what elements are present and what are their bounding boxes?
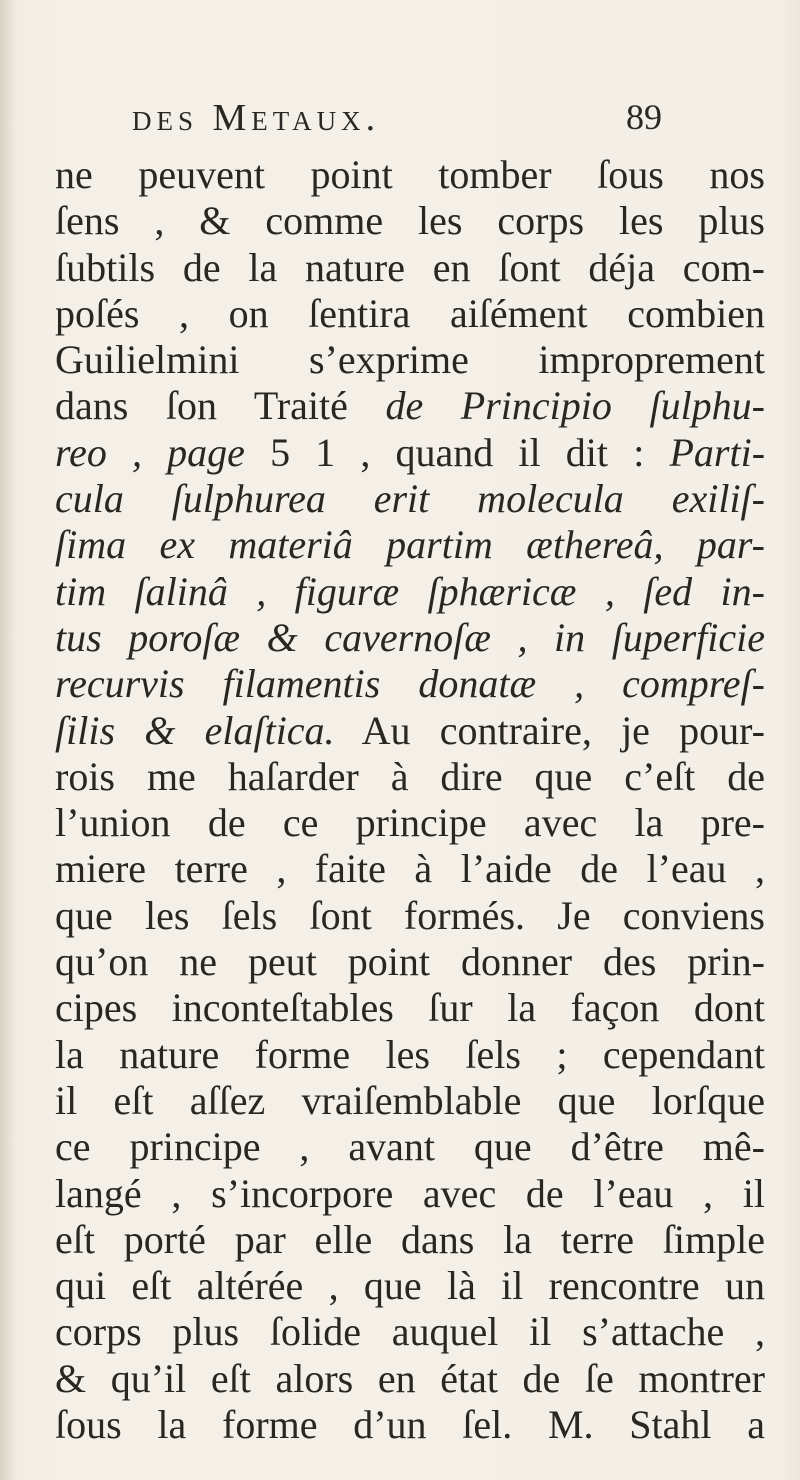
text-segment: qu’on ne peut point donner des prin- (55, 939, 765, 985)
text-line (55, 615, 765, 661)
text-segment: langé , s’incorpore avec de l’eau , il (55, 1170, 765, 1216)
body-text (55, 152, 765, 1448)
italic-text-segment: reo , page (55, 429, 271, 475)
gutter-shadow (0, 0, 14, 1480)
italic-text-segment: recurvis filamentis donatæ , compreſ- (55, 661, 765, 707)
text-segment: il eſt aſſez vraiſemblable que lorſque (55, 1077, 765, 1123)
text-line (55, 893, 765, 939)
text-segment: Guilielmini s’exprime improprement (55, 337, 765, 383)
text-segment: cipes inconteſtables ſur la façon dont (55, 985, 765, 1031)
italic-text-segment: ſilis & elaſtica. (55, 707, 335, 753)
text-line (55, 939, 765, 985)
text-segment: l’union de ce principe avec la pre- (55, 800, 765, 846)
text-segment: dans ſon Traité (55, 383, 386, 429)
text-segment: ſous la forme d’un ſel. M. Stahl a (55, 1402, 765, 1448)
text-line (55, 152, 765, 198)
text-line (55, 337, 765, 383)
italic-text-segment: cula ſulphurea erit molecula exiliſ- (55, 476, 765, 522)
page-header (132, 96, 662, 146)
text-segment: & qu’il eſt alors en état de ſe montrer (55, 1355, 765, 1401)
text-segment: Au contraire, je pour- (334, 707, 766, 753)
text-line (55, 1309, 765, 1355)
text-line (55, 985, 765, 1031)
text-line (55, 1078, 765, 1124)
text-segment: qui eſt altérée , que là il rencontre un (55, 1263, 765, 1309)
text-segment: 5 1 , quand il dit : (270, 429, 670, 475)
text-line (55, 245, 765, 291)
text-segment: ſubtils de la nature en ſont déja com- (55, 244, 765, 290)
text-segment: ne peuvent point tomber ſous nos (55, 152, 765, 197)
text-segment: que les ſels ſont formés. Je conviens (55, 892, 765, 938)
text-line (55, 569, 765, 615)
text-line (55, 291, 765, 337)
text-segment: miere terre , faite à l’aide de l’eau , (55, 846, 765, 892)
text-line (55, 383, 765, 429)
text-segment: la nature forme les ſels ; cependant (55, 1031, 765, 1077)
text-segment: rois me haſarder à dire que c’eſt de (55, 753, 765, 799)
text-line (55, 198, 765, 244)
italic-text-segment: ſima ex materiâ partim æthereâ, par- (55, 522, 765, 568)
text-line (55, 846, 765, 892)
text-segment: poſés , on ſentira aiſément combien (55, 290, 765, 336)
running-head: des Metaux. (132, 97, 381, 139)
italic-text-segment: Parti- (669, 429, 766, 475)
italic-text-segment: tus poroſæ & cavernoſæ , in ſuperficie (55, 614, 765, 660)
text-line (55, 476, 765, 522)
text-line (55, 1263, 765, 1309)
text-segment: eſt porté par elle dans la terre ſimple (55, 1216, 765, 1262)
text-line (55, 1124, 765, 1170)
text-line (55, 430, 765, 476)
text-line (55, 522, 765, 568)
text-line (55, 708, 765, 754)
text-segment: ſens , & comme les corps les plus (55, 198, 765, 244)
text-segment: corps plus ſolide auquel il s’attache , (55, 1309, 765, 1355)
text-line (55, 1402, 765, 1448)
text-line (55, 1171, 765, 1217)
text-line (55, 1356, 765, 1402)
italic-text-segment: tim ſalinâ , figuræ ſphæricæ , ſed in- (55, 568, 765, 614)
text-line (55, 1032, 765, 1078)
text-segment: ce principe , avant que d’être mê- (55, 1124, 765, 1170)
page-number: 89 (626, 97, 662, 137)
text-line (55, 754, 765, 800)
text-line (55, 1217, 765, 1263)
italic-text-segment: de Principio ſulphu- (385, 383, 765, 429)
text-line (55, 800, 765, 846)
text-line (55, 661, 765, 707)
